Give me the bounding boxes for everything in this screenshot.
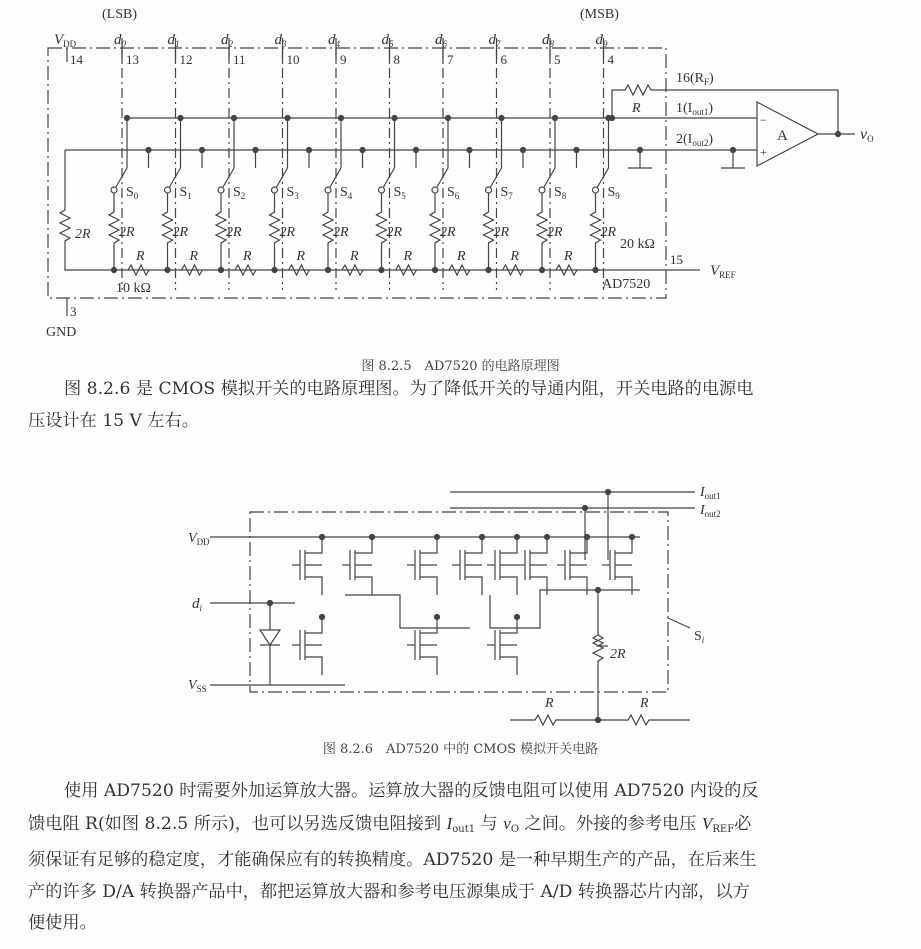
leg-resistor bbox=[430, 193, 440, 270]
chip-label: AD7520 bbox=[602, 277, 651, 292]
bit-column bbox=[537, 32, 579, 290]
svg-text:+: + bbox=[760, 145, 767, 159]
figure1-caption: 图 8.2.5 AD7520 的电路原理图 bbox=[361, 359, 560, 374]
leg-resistor bbox=[537, 193, 547, 270]
svg-text:R: R bbox=[136, 249, 145, 264]
vdd-label: $V_{DD}$ bbox=[54, 32, 77, 49]
lsb-label: (LSB) bbox=[102, 7, 137, 22]
svg-text:2R: 2R bbox=[386, 225, 403, 240]
mosfet bbox=[452, 535, 485, 596]
paragraph-2 bbox=[28, 776, 896, 940]
bit-label: $d_6$ bbox=[435, 32, 447, 49]
bit-label: $d_1$ bbox=[167, 32, 180, 49]
gnd-label: GND bbox=[46, 325, 77, 340]
switch-label: $S_5$ bbox=[393, 185, 406, 201]
figure2-caption: 图 8.2.6 AD7520 中的 CMOS 模拟开关电路 bbox=[322, 742, 599, 757]
svg-text:2R: 2R bbox=[440, 225, 456, 240]
paragraph-line: 压设计在 15 V 左右。 bbox=[28, 410, 199, 431]
svg-text:2R: 2R bbox=[226, 225, 242, 240]
paragraph-line: 产的许多 D/A 转换器产品中，都把运算放大器和参考电压源集成于 A/D 转换器芯片内部，以方 bbox=[28, 881, 750, 902]
2r-resistor bbox=[593, 635, 608, 720]
mosfet bbox=[487, 535, 520, 596]
leg-resistor bbox=[163, 193, 173, 270]
svg-text:10 kΩ: 10 kΩ bbox=[116, 281, 151, 296]
pin-number: 4 bbox=[607, 52, 614, 67]
svg-text:20 kΩ: 20 kΩ bbox=[620, 237, 655, 252]
svg-text:R: R bbox=[189, 249, 199, 264]
switch-contact bbox=[325, 187, 331, 193]
bit-column bbox=[109, 32, 151, 290]
bit-label: $d_3$ bbox=[274, 32, 287, 49]
bit-column bbox=[484, 32, 526, 290]
svg-text:2R: 2R bbox=[493, 225, 510, 240]
bit-label: $d_9$ bbox=[595, 32, 608, 49]
switch-label: $S_6$ bbox=[447, 185, 460, 201]
svg-text:2R: 2R bbox=[547, 225, 563, 240]
svg-text:VSS: $V_{SS}$ bbox=[188, 678, 207, 694]
pin-number: 5 bbox=[554, 52, 561, 67]
svg-text:2R: 2R bbox=[333, 225, 349, 240]
mosfet bbox=[517, 535, 550, 596]
switch-label: $S_3$ bbox=[286, 185, 299, 201]
mosfet bbox=[407, 535, 440, 596]
gnd-pin: 3 bbox=[70, 304, 77, 319]
bit-column bbox=[377, 32, 419, 290]
paragraph-1 bbox=[28, 374, 896, 437]
vdd-pin: 14 bbox=[70, 52, 83, 67]
leg-resistor bbox=[591, 193, 601, 270]
switch-label: $S_0$ bbox=[126, 185, 139, 201]
mosfet bbox=[602, 535, 635, 596]
mosfet bbox=[292, 535, 325, 596]
paragraph-line: 图 8.2.6 是 CMOS 模拟开关的电路原理图。为了降低开关的导通内阻，开关电路的电源电 bbox=[64, 379, 754, 399]
svg-text:2R: 2R bbox=[172, 225, 189, 240]
iout2-pin-label: $2(I_{out2})$ bbox=[676, 132, 714, 148]
svg-text:2R: 2R bbox=[610, 647, 626, 662]
paragraph-line: 使用 AD7520 时需要外加运算放大器。运算放大器的反馈电阻可以使用 AD7520 内设的反 bbox=[64, 781, 759, 801]
pin-number: 8 bbox=[393, 52, 400, 67]
svg-text:A: A bbox=[777, 128, 788, 144]
svg-text:R: R bbox=[640, 696, 649, 711]
pin-number: 12 bbox=[179, 52, 193, 67]
output-label: vO bbox=[860, 126, 874, 144]
mosfet bbox=[407, 615, 440, 676]
iout1-pin-label: $1(I_{out1})$ bbox=[676, 101, 714, 117]
switch-contact bbox=[272, 187, 278, 193]
svg-text:R: R bbox=[510, 249, 520, 264]
switch-contact bbox=[379, 187, 385, 193]
leg-resistor bbox=[323, 193, 333, 270]
figure-ad7520-circuit bbox=[0, 0, 921, 340]
bit-label: $d_7$ bbox=[488, 32, 501, 49]
switch-label: $S_9$ bbox=[607, 185, 620, 201]
feedback-resistor bbox=[612, 85, 838, 133]
svg-text:2R: 2R bbox=[75, 227, 91, 242]
bit-label: $d_0$ bbox=[114, 32, 126, 49]
switch-label: $S_1$ bbox=[179, 185, 192, 201]
switch-contact bbox=[165, 187, 171, 193]
leg-resistor bbox=[216, 193, 226, 270]
bit-column bbox=[270, 32, 312, 290]
svg-text:R: R bbox=[296, 249, 306, 264]
mosfet bbox=[292, 615, 325, 676]
diode bbox=[260, 603, 280, 685]
svg-text:R: R bbox=[243, 249, 252, 264]
pin-number: 7 bbox=[447, 52, 454, 67]
switch-contact bbox=[218, 187, 224, 193]
switch-contact bbox=[432, 187, 438, 193]
bit-column bbox=[216, 32, 258, 290]
mosfet bbox=[487, 615, 520, 676]
svg-text:Iout1: $I_{out1}$ bbox=[700, 485, 721, 501]
svg-text:R: R bbox=[545, 696, 554, 711]
figure-cmos-switch bbox=[0, 470, 921, 770]
bit-column bbox=[163, 32, 205, 290]
bit-label: $d_4$ bbox=[328, 32, 340, 49]
bit-label: $d_2$ bbox=[221, 32, 233, 49]
vref-label: $V_{REF}$ bbox=[710, 263, 736, 280]
pin-number: 10 bbox=[286, 52, 300, 67]
bit-column bbox=[591, 32, 621, 290]
svg-text:−: − bbox=[760, 113, 767, 127]
svg-text:Iout2: $I_{out2}$ bbox=[700, 503, 721, 519]
switch-boundary bbox=[250, 512, 668, 692]
mosfet bbox=[342, 535, 375, 596]
switch-label: $S_2$ bbox=[233, 185, 246, 201]
rf-pin-label: $16(R_F)$ bbox=[676, 71, 714, 87]
svg-text:2R: 2R bbox=[279, 225, 296, 240]
pin-number: 11 bbox=[233, 52, 246, 67]
leg-resistor bbox=[109, 193, 119, 270]
pin-number: 9 bbox=[340, 52, 347, 67]
paragraph-line: 须保证有足够的稳定度，才能确保应有的转换精度。AD7520 是一种早期生产的产品，在后来生 bbox=[28, 850, 757, 870]
switch-contact bbox=[593, 187, 599, 193]
switch-label: $S_4$ bbox=[340, 185, 353, 201]
bit-label: $d_8$ bbox=[542, 32, 554, 49]
svg-text:R: R bbox=[632, 101, 641, 116]
bit-column bbox=[430, 32, 472, 290]
svg-text:R: R bbox=[403, 249, 413, 264]
svg-text:2R: 2R bbox=[119, 225, 135, 240]
pin-number: 6 bbox=[500, 52, 507, 67]
switch-contact bbox=[539, 187, 545, 193]
bit-label: $d_5$ bbox=[381, 32, 394, 49]
leg-resistor bbox=[270, 193, 280, 270]
svg-text:VDD: $V_{DD}$ bbox=[188, 531, 210, 547]
switch-label: $S_7$ bbox=[500, 185, 513, 201]
switch-contact bbox=[111, 187, 117, 193]
switch-contact bbox=[486, 187, 492, 193]
svg-text:R: R bbox=[350, 249, 359, 264]
leg-resistor bbox=[484, 193, 494, 270]
svg-text:di: $d_i$ bbox=[192, 596, 203, 613]
switch-label: $S_8$ bbox=[554, 185, 567, 201]
paragraph-line: 便使用。 bbox=[28, 913, 97, 933]
leg-resistor bbox=[377, 193, 387, 270]
svg-text:R: R bbox=[564, 249, 573, 264]
paragraph-line: 馈电阻 R(如图 8.2.5 所示)，也可以另选反馈电阻接到 $I_{out1}$ 与 $v_O$ 之间。外接的参考电压 $V_{REF}$必 bbox=[28, 813, 752, 835]
bit-column bbox=[323, 32, 365, 290]
pin-number: 13 bbox=[126, 52, 139, 67]
msb-label: (MSB) bbox=[580, 7, 619, 22]
svg-text:Si: $S_i$ bbox=[694, 629, 705, 645]
svg-text:R: R bbox=[457, 249, 466, 264]
svg-text:2R: 2R bbox=[600, 225, 617, 240]
svg-text:15: 15 bbox=[670, 252, 683, 267]
